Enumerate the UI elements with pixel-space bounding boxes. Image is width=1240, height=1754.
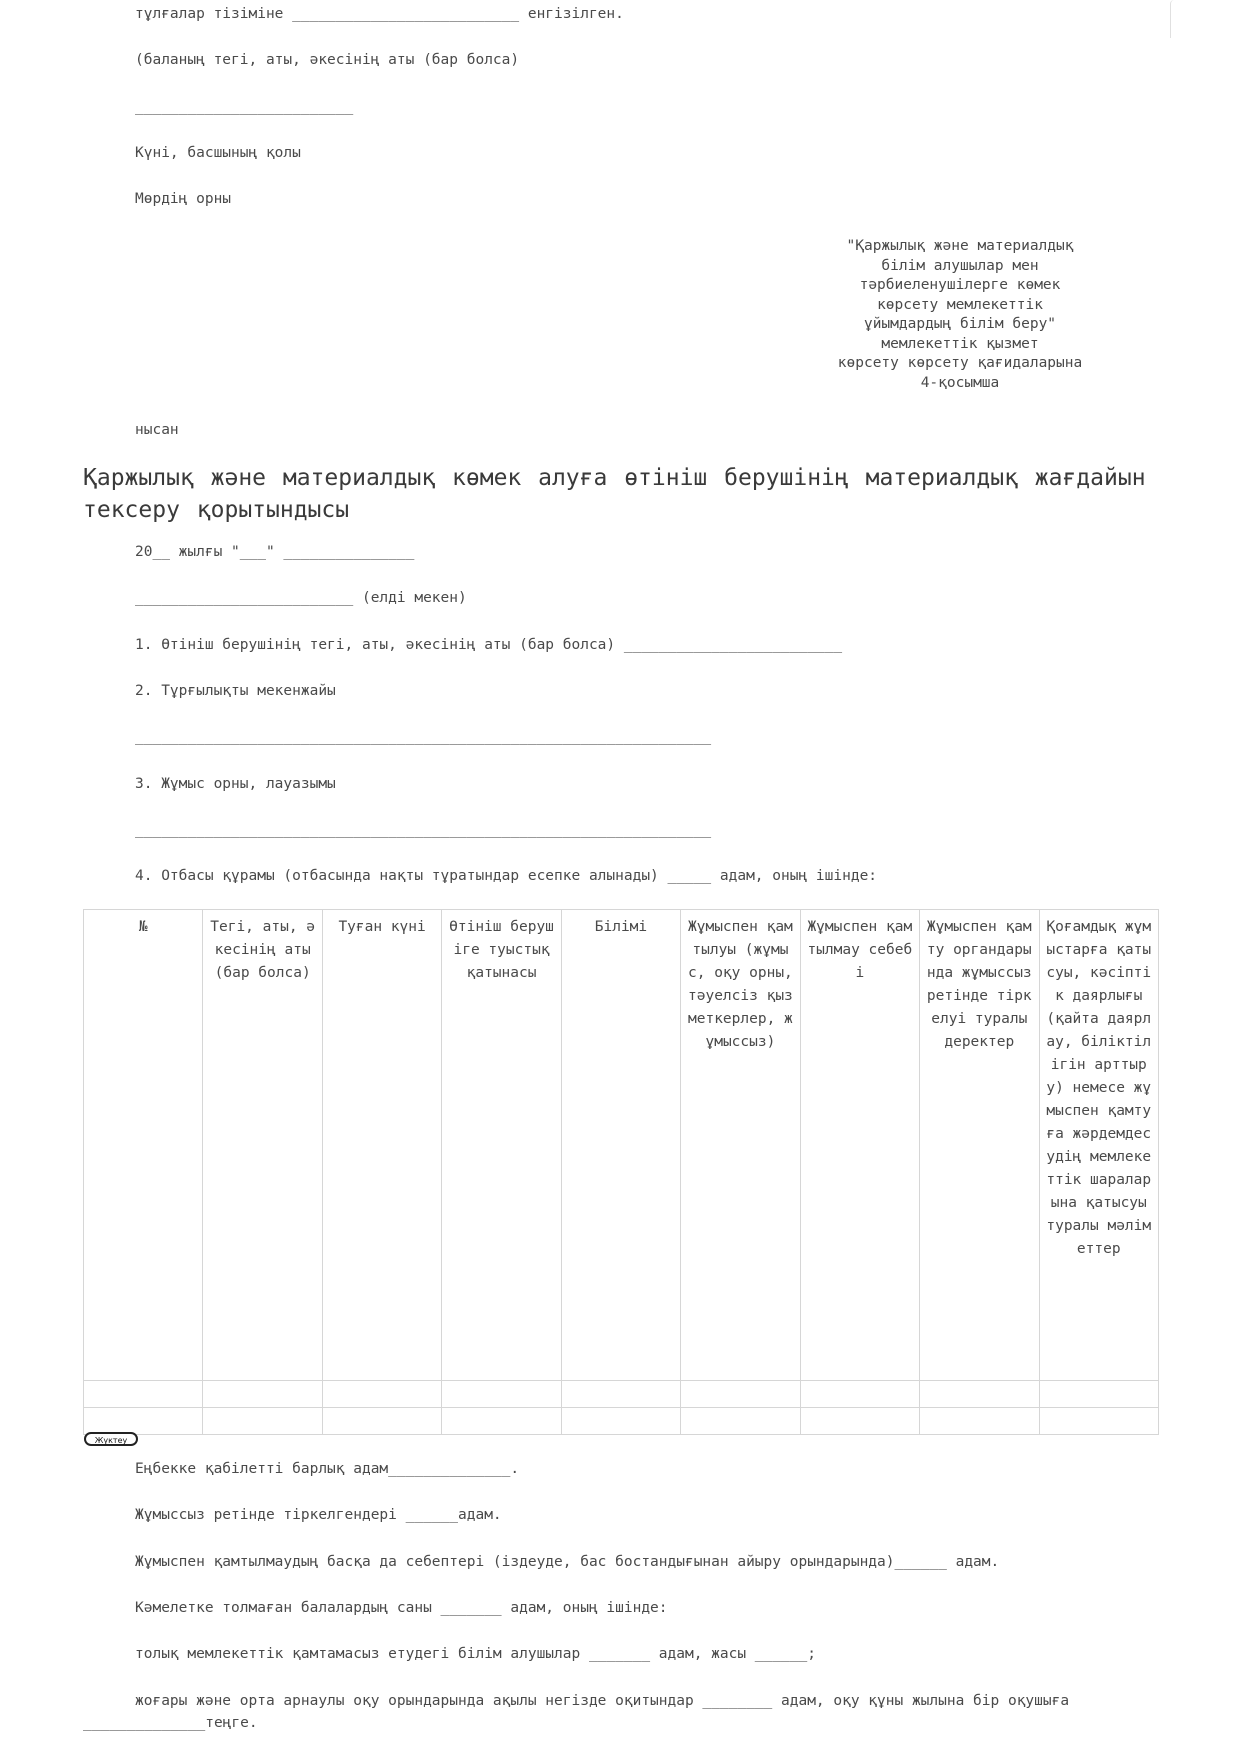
able-bodied-line: Еңбекке қабілетті барлық адам______________. [135,1461,520,1477]
col-birth-date: Туған күні [322,910,441,1381]
family-members-table [83,909,1159,1435]
col-number: № [84,910,203,1381]
registered-unemployed-line: Жұмыссыз ретінде тіркелгендері ______адам. [135,1507,502,1523]
appendix-note [820,237,1100,393]
download-button[interactable]: Жүктеу [84,1432,138,1446]
other-reasons-line: Жұмыспен қамтылмаудың басқа да себептері (іздеуде, бас бостандығынан айыру орындарында)______ адам. [135,1554,1000,1570]
page-edge-decoration [1170,0,1181,38]
table-row [84,1408,1159,1435]
col-employment: Жұмыспен қамтылуы (жұмыс, оқу орны, тәуелсіз қызметкерлер, жұмыссыз) [681,910,800,1381]
address-label: 2. Тұрғылықты мекенжайы [135,683,336,699]
state-support-students-line: толық мемлекеттік қамтамасыз етудегі білім алушылар _______ адам, жасы ______; [135,1646,816,1662]
appendix-note-line: 4-қосымша [920,374,1000,391]
col-unemployment-reason: Жұмыспен қамтылмау себебі [800,910,919,1381]
appendix-note-line: көрсету көрсету қағидаларына [837,355,1083,371]
table-row [84,1381,1159,1408]
date-line: 20__ жылғы "___" _______________ [135,544,415,560]
workplace-blank: __________________________________________________________________ [135,822,712,838]
col-registration: Жұмыспен қамту органдарында жұмыссыз ретінде тіркелуі туралы деректер [920,910,1039,1381]
appendix-note-line: ұйымдардың білім беру" [863,316,1057,332]
col-education: Білімі [561,910,680,1381]
appendix-note-line: мемлекеттік қызмет [881,335,1039,352]
applicant-name-line: 1. Өтініш берушінің тегі, аты, әкесінің аты (бар болса) _________________________ [135,637,843,653]
seal-place-caption: Мөрдің орны [135,191,232,207]
signature-blank: _________________________ [135,99,354,115]
form-label: нысан [135,422,179,438]
table-header-row [84,910,1159,1381]
settlement-line: _________________________ (елді мекен) [135,590,467,606]
paid-education-line: жоғары және орта арнаулы оқу орындарында ақылы негізде оқитындар ________ адам, оқу құны жылына бір оқушыға [135,1693,1070,1709]
date-signature-caption: Күні, басшының қолы [135,145,301,161]
address-blank: __________________________________________________________________ [135,729,712,745]
col-public-works: Қоғамдық жұмыстарға қатысуы, кәсіптік даярлығы (қайта даярлау, біліктілігін арттыру) немесе жұмыспен қамтуға жәрдемдесудің мемлекеттік шараларына қатысуы туралы мәліметтер [1039,910,1159,1381]
workplace-label: 3. Жұмыс орны, лауазымы [135,776,336,792]
child-name-caption: (баланың тегі, аты, әкесінің аты (бар болса) [135,52,520,68]
minors-count-line: Кәмелетке толмаған балалардың саны _______ адам, оның ішінде: [135,1600,668,1616]
appendix-note-line: білім алушылар мен [881,257,1039,274]
list-entry-line: тұлғалар тізіміне __________________________ енгізілген. [135,6,624,22]
paid-education-continuation: ______________теңге. [83,1715,258,1731]
family-composition-line: 4. Отбасы құрамы (отбасында нақты тұратындар есепке алынады) _____ адам, оның ішінде: [135,868,878,884]
col-full-name: Тегі, аты, әкесінің аты (бар болса) [203,910,322,1381]
appendix-note-line: "Қаржылық және материалдық [846,238,1074,254]
page-title: Қаржылық және материалдық көмек алуға өтініш берушінің материалдық жағдайын тексеру қорытындысы [83,465,1146,523]
col-relationship: Өтініш берушіге туыстық қатынасы [442,910,561,1381]
appendix-note-line: тәрбиеленушілерге көмек [859,277,1061,293]
appendix-note-line: көрсету мемлекеттік [877,296,1043,313]
